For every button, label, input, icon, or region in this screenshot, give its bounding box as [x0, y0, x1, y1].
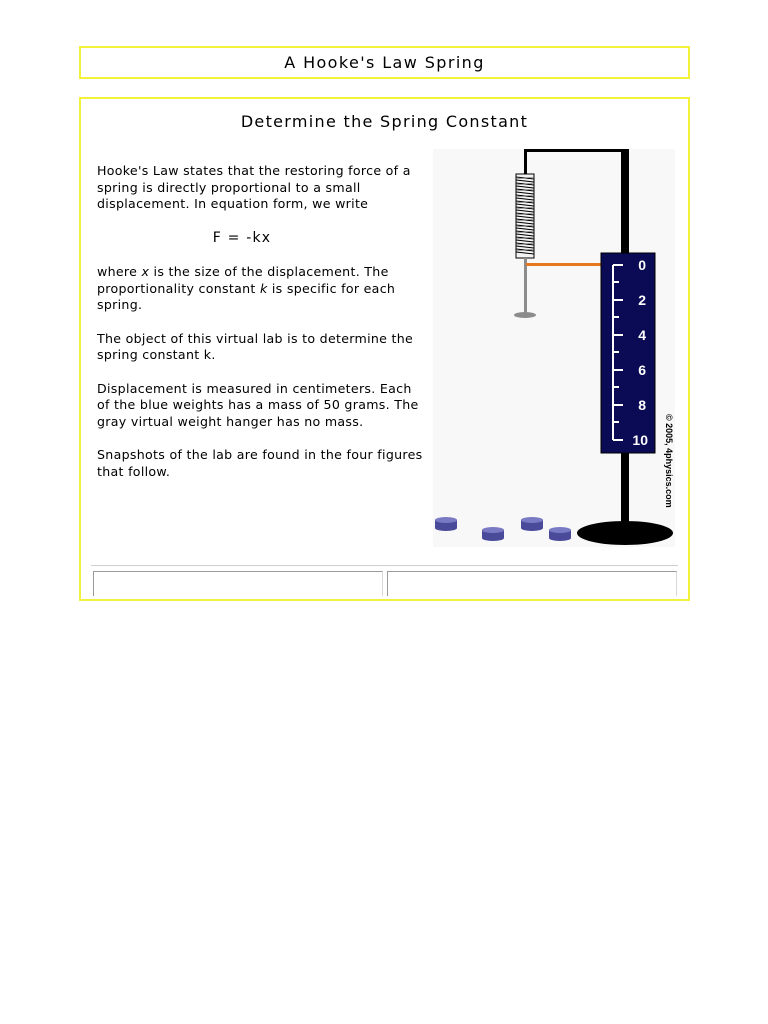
variable-k: k: [259, 280, 268, 296]
virtual-lab-illustration: [433, 149, 675, 547]
weight-disk: [521, 517, 543, 531]
weight-disk: [549, 527, 571, 541]
divider: [91, 565, 678, 566]
stand-arm: [524, 149, 625, 152]
scale-label: 6: [638, 362, 646, 378]
scale-label: 4: [638, 327, 646, 343]
page-title: A Hooke's Law Spring: [284, 53, 485, 72]
equation: F = -kx: [212, 229, 272, 246]
spring-hook: [524, 149, 527, 175]
scale-label: 2: [638, 292, 646, 308]
weight-hanger-rod: [524, 258, 527, 313]
text-segment: is the size of the displacement. The proportionality constant: [97, 264, 389, 296]
figure-cell-left: [93, 571, 383, 596]
explanation-text: [97, 163, 427, 497]
paragraph-objective: The object of this virtual lab is to determine the spring constant k.: [97, 330, 414, 362]
copyright-notice: © 2005, 4physics.com: [664, 414, 674, 508]
page-title-box: [79, 46, 690, 79]
paragraph-snapshots: Snapshots of the lab are found in the four figures that follow.: [97, 447, 423, 479]
scale-label: 8: [638, 397, 646, 413]
centimeter-scale: [601, 253, 655, 453]
scale-label: 0: [638, 257, 646, 273]
main-panel: [79, 97, 690, 601]
paragraph-weights: Displacement is measured in centimeters. Each of the blue weights has a mass of 50 grams. The gray virtual weight hanger has no mass.: [97, 380, 419, 429]
section-title: Determine the Spring Constant: [240, 112, 529, 131]
paragraph-hookes-law: Hooke's Law states that the restoring force of a spring is directly proportional to a small displacement. In equation form, we write: [97, 163, 411, 211]
text-segment: is specific for each spring.: [97, 280, 396, 312]
text-segment: where: [97, 264, 142, 279]
scale-label: 10: [632, 432, 648, 448]
spring-coil: [516, 174, 534, 258]
paragraph-displacement: [97, 264, 427, 314]
weight-disk: [482, 527, 504, 541]
variable-x: x: [141, 264, 150, 279]
weight-disk: [435, 517, 457, 531]
spring-apparatus: [433, 149, 675, 547]
weight-hanger-plate: [514, 312, 536, 318]
figure-cell-right: [387, 571, 677, 596]
